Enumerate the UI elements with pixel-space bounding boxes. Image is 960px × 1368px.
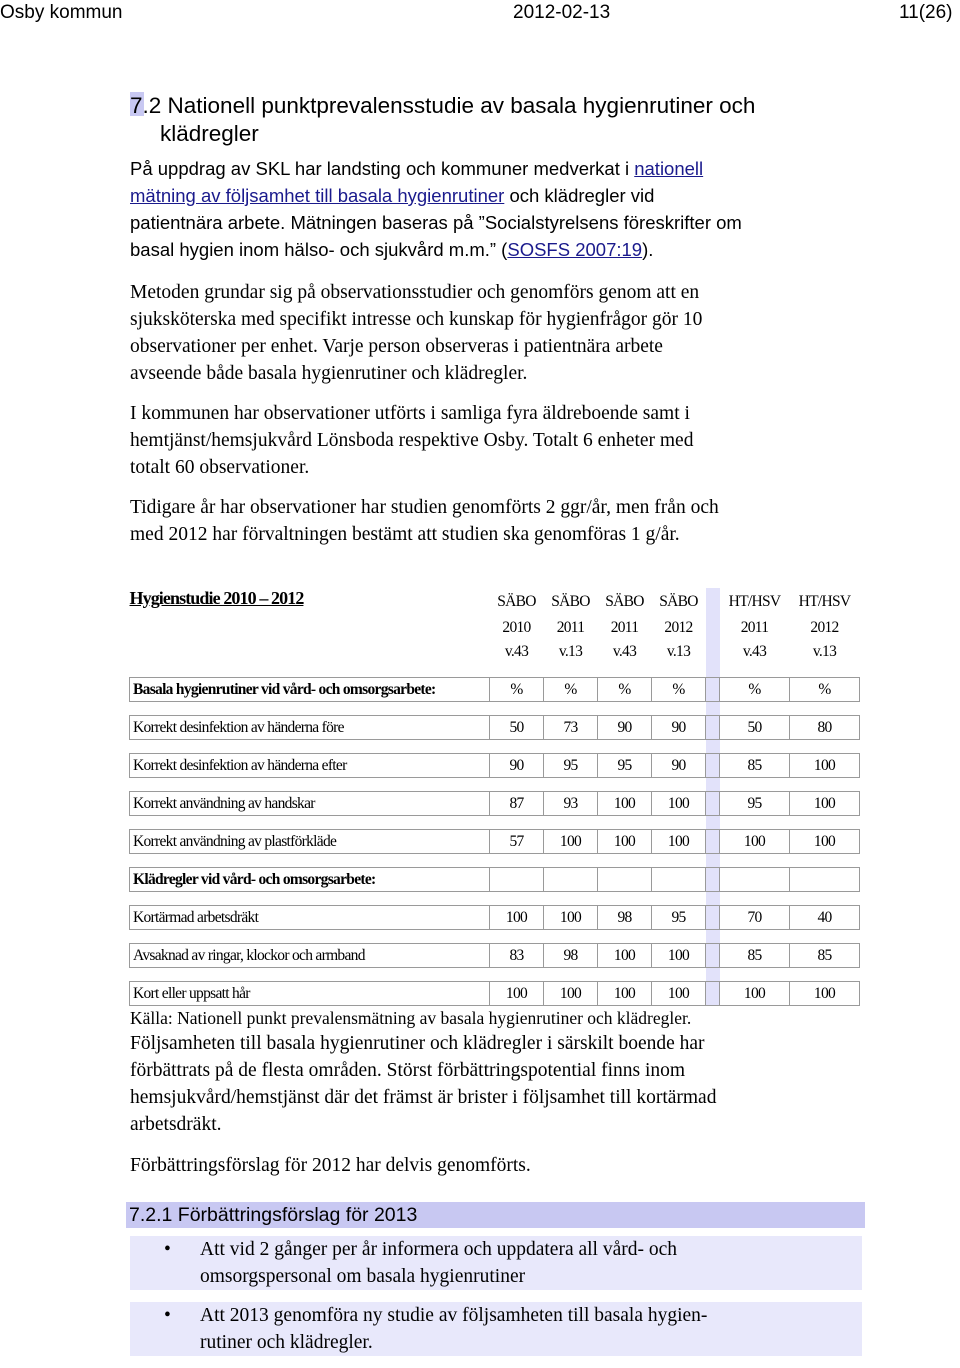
column-gap [706, 792, 720, 816]
p3-line: totalt 60 observationer. [130, 457, 310, 478]
earlier-years-paragraph [130, 494, 940, 548]
col-year: 2011 [610, 619, 639, 636]
row-label: Korrekt användning av handskar [130, 792, 490, 816]
col-unit: HT/HSV [798, 593, 851, 610]
table-cell: 100 [490, 982, 544, 1006]
table-cell: 80 [790, 716, 860, 740]
hygiene-study-table [129, 588, 860, 1006]
column-gap [706, 830, 720, 854]
table-cell: 100 [652, 792, 706, 816]
p1-text: basal hygien inom hälso- och sjukvård m.m.” ( [130, 239, 508, 260]
table-cell: 93 [544, 792, 598, 816]
p2-line: sjuksköterska med specifikt intresse och kunskap för hygienfrågor gör 10 [130, 309, 703, 330]
p1-text: Mätningen baseras på ”Socialstyrelsens föreskrifter om [290, 212, 742, 233]
table-row [130, 678, 860, 702]
table-cell: 100 [598, 830, 652, 854]
p1-text: På uppdrag av SKL har landsting och kommuner medverkat i [130, 158, 635, 179]
header-org: Osby kommun [0, 2, 123, 23]
table-cell: % [720, 678, 790, 702]
p5-line: förbättrats på de flesta områden. Störst förbättringspotential finns inom [130, 1060, 686, 1081]
table-cell: % [652, 678, 706, 702]
table-cell: 100 [720, 830, 790, 854]
p5-line: Följsamheten till basala hygienrutiner och klädregler i särskilt boende har [130, 1033, 705, 1054]
table-cell [790, 868, 860, 892]
bullet-text: omsorgspersonal om basala hygienrutiner [200, 1266, 526, 1287]
table-row [130, 868, 860, 892]
table-cell: % [544, 678, 598, 702]
table-cell: 100 [652, 982, 706, 1006]
col-week: v.13 [812, 643, 837, 660]
table-cell: 50 [720, 716, 790, 740]
sosfs-link-part1[interactable]: nationell [634, 158, 704, 179]
table-cell: 100 [790, 830, 860, 854]
table-cell: 85 [720, 944, 790, 968]
col-week: v.13 [666, 643, 691, 660]
table-cell: 100 [544, 982, 598, 1006]
table-cell: 98 [598, 906, 652, 930]
row-label: Kort eller uppsatt hår [130, 982, 490, 1006]
table-row [130, 754, 860, 778]
measurement-link[interactable]: mätning av följsamhet till basala hygienrutiner [130, 185, 505, 206]
table-cell: 85 [790, 944, 860, 968]
table-cell: 95 [598, 754, 652, 778]
table-cell: 100 [652, 944, 706, 968]
table-row [130, 830, 860, 854]
row-label: Korrekt desinfektion av händerna efter [130, 754, 490, 778]
column-gap [706, 906, 720, 930]
p3-line: I kommunen har observationer utförts i samliga fyra äldreboende samt i [130, 403, 690, 424]
table-title: Hygienstudie 2010 – 2012 [129, 588, 304, 608]
improvements-status: Förbättringsförslag för 2012 har delvis genomförts. [130, 1155, 531, 1176]
column-gap [706, 716, 720, 740]
column-gap [706, 588, 720, 616]
table-cell [598, 868, 652, 892]
col-unit: SÄBO [605, 593, 644, 610]
subsection-title: 7.2.1 Förbättringsförslag för 2013 [126, 1202, 865, 1228]
table-cell: 100 [598, 792, 652, 816]
table-row [130, 906, 860, 930]
table-cell: 90 [490, 754, 544, 778]
table-cell: 83 [490, 944, 544, 968]
col-unit: SÄBO [551, 593, 590, 610]
table-source: Källa: Nationell punkt prevalensmätning av basala hygienrutiner och klädregler. [130, 1008, 692, 1028]
table-cell: % [790, 678, 860, 702]
col-year: 2011 [556, 619, 585, 636]
p2-line: Metoden grundar sig på observationsstudier och genomförs genom att en [130, 282, 700, 303]
p2-line: observationer per enhet. Varje person observeras i patientnära arbete [130, 336, 663, 357]
row-label: Kortärmad arbetsdräkt [130, 906, 490, 930]
sosfs-link[interactable]: SOSFS 2007:19 [507, 239, 643, 260]
table-cell: 100 [490, 906, 544, 930]
table-cell: 87 [490, 792, 544, 816]
col-year: 2011 [740, 619, 769, 636]
p1-text: patientnära arbete. [130, 212, 291, 233]
col-unit: SÄBO [659, 593, 698, 610]
table-cell: 90 [652, 716, 706, 740]
row-label: Klädregler vid vård- och omsorgsarbete: [130, 868, 490, 892]
table-cell: 100 [544, 906, 598, 930]
row-label: Korrekt användning av plastförkläde [130, 830, 490, 854]
method-paragraph [130, 279, 940, 387]
conclusion-paragraph [130, 1030, 940, 1138]
col-unit: HT/HSV [728, 593, 781, 610]
col-year: 2012 [664, 619, 693, 636]
table-cell: 95 [652, 906, 706, 930]
table-cell: % [490, 678, 544, 702]
column-gap [706, 944, 720, 968]
row-label: Avsaknad av ringar, klockor och armband [130, 944, 490, 968]
table-cell: 57 [490, 830, 544, 854]
p5-line: arbetsdräkt. [130, 1114, 222, 1135]
table-cell: 98 [544, 944, 598, 968]
table-cell: 100 [720, 982, 790, 1006]
table-row [130, 982, 860, 1006]
bullet-text: Att 2013 genomföra ny studie av följsamheten till basala hygien- [200, 1305, 708, 1326]
p1-text: och klädregler vid [504, 185, 655, 206]
table-cell: 100 [790, 792, 860, 816]
table-row [130, 792, 860, 816]
row-label: Korrekt desinfektion av händerna före [130, 716, 490, 740]
bullet-icon: • [164, 1305, 171, 1326]
municipality-paragraph [130, 400, 940, 481]
table-cell: 40 [790, 906, 860, 930]
header-page-number: 11(26) [899, 2, 953, 23]
bullet-icon: • [164, 1239, 171, 1260]
section-title-line2: klädregler [160, 121, 259, 146]
p2-line: avseende både basala hygienrutiner och klädregler. [130, 363, 528, 384]
col-year: 2010 [502, 619, 531, 636]
section-title-line1: 7.2 Nationell punktprevalensstudie av basala hygienrutiner och [130, 93, 756, 118]
table-cell: 95 [544, 754, 598, 778]
header-date: 2012-02-13 [513, 2, 611, 23]
table-cell: 85 [720, 754, 790, 778]
table-row [130, 716, 860, 740]
table-cell: 50 [490, 716, 544, 740]
list-item [130, 1302, 862, 1356]
table-cell: 100 [544, 830, 598, 854]
table-cell: 100 [598, 944, 652, 968]
col-unit: SÄBO [497, 593, 536, 610]
table-cell [544, 868, 598, 892]
column-gap [706, 678, 720, 702]
bullet-text: Att vid 2 gånger per år informera och uppdatera all vård- och [200, 1239, 678, 1260]
table-cell [490, 868, 544, 892]
table-row [130, 944, 860, 968]
table-cell: 70 [720, 906, 790, 930]
list-item [130, 1236, 862, 1290]
column-gap [706, 754, 720, 778]
section-title [130, 92, 910, 148]
table-cell: 73 [544, 716, 598, 740]
col-week: v.13 [558, 643, 583, 660]
p4-line: med 2012 har förvaltningen bestämt att studien ska genomföras 1 g/år. [130, 524, 680, 545]
table-cell: % [598, 678, 652, 702]
table-cell [720, 868, 790, 892]
column-gap [706, 868, 720, 892]
p4-line: Tidigare år har observationer har studien genomförts 2 ggr/år, men från och [130, 497, 719, 518]
row-label: Basala hygienrutiner vid vård- och omsorgsarbete: [130, 678, 490, 702]
p3-line: hemtjänst/hemsjukvård Lönsboda respektive Osby. Totalt 6 enheter med [130, 430, 694, 451]
column-gap [706, 982, 720, 1006]
table-cell: 90 [652, 754, 706, 778]
improvement-list [130, 1236, 862, 1368]
table-cell: 95 [720, 792, 790, 816]
p5-line: hemsjukvård/hemstjänst där det främst är brister i följsamhet till kortärmad [130, 1087, 717, 1108]
table-cell [652, 868, 706, 892]
p1-text: ). [642, 239, 654, 260]
col-year: 2012 [810, 619, 839, 636]
column-gap [706, 640, 720, 664]
intro-paragraph [130, 155, 940, 263]
table-cell: 100 [790, 754, 860, 778]
col-week: v.43 [612, 643, 637, 660]
table-cell: 100 [598, 982, 652, 1006]
col-week: v.43 [742, 643, 767, 660]
column-gap [706, 616, 720, 640]
col-week: v.43 [504, 643, 529, 660]
bullet-text: rutiner och klädregler. [200, 1332, 373, 1353]
table-cell: 100 [790, 982, 860, 1006]
table-cell: 100 [652, 830, 706, 854]
table-cell: 90 [598, 716, 652, 740]
